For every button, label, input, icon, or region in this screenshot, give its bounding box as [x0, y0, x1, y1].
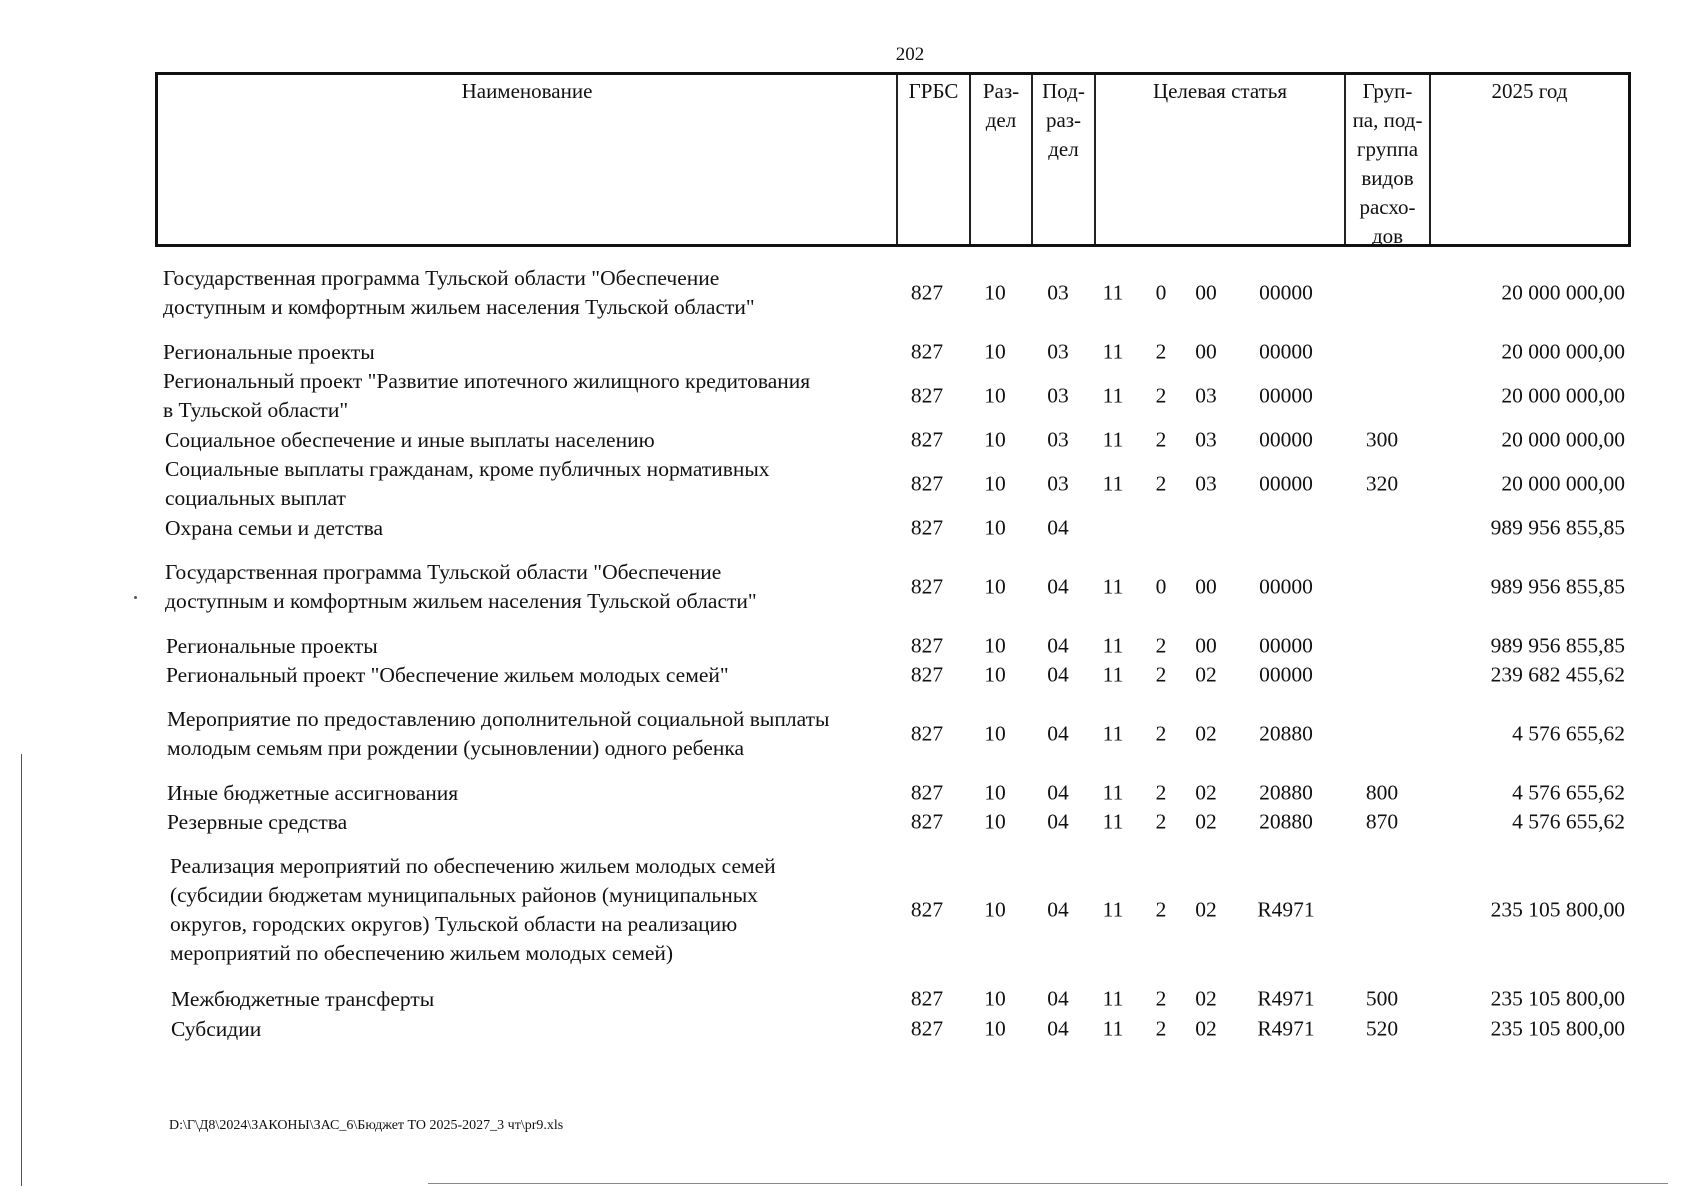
stray-mark [134, 596, 137, 599]
row-amount: 235 105 800,00 [1490, 897, 1625, 922]
row-t4: 00000 [1259, 383, 1313, 408]
row-rz: 10 [984, 662, 1006, 687]
page-number: 202 [895, 44, 925, 65]
row-t3: 02 [1195, 986, 1217, 1011]
row-t4: 00000 [1259, 471, 1313, 496]
row-prz: 04 [1047, 574, 1069, 599]
row-t3: 03 [1195, 471, 1217, 496]
row-vr: 520 [1365, 1016, 1399, 1041]
row-grbs: 827 [910, 662, 944, 687]
row-vr: 800 [1365, 780, 1399, 805]
row-t1: 11 [1102, 897, 1124, 922]
row-grbs: 827 [910, 986, 944, 1011]
row-amount: 989 956 855,85 [1490, 515, 1625, 540]
row-amount: 20 000 000,00 [1501, 383, 1625, 408]
row-rz: 10 [984, 280, 1006, 305]
row-vr: 870 [1365, 809, 1399, 834]
row-name: Охрана семьи и детства [165, 515, 384, 540]
row-prz: 03 [1047, 471, 1069, 496]
row-t1: 11 [1102, 633, 1124, 658]
row-t3: 02 [1195, 662, 1217, 687]
row-t4: R4971 [1257, 1016, 1315, 1041]
row-t1: 11 [1102, 809, 1124, 834]
row-rz: 10 [984, 809, 1006, 834]
header-year: 2025 год [1429, 75, 1628, 244]
row-rz: 10 [984, 1016, 1006, 1041]
row-t2: 2 [1155, 471, 1167, 496]
row-t2: 2 [1155, 633, 1167, 658]
row-vr: 320 [1365, 471, 1399, 496]
row-t1: 11 [1102, 427, 1124, 452]
row-grbs: 827 [910, 339, 944, 364]
row-t2: 2 [1155, 897, 1167, 922]
row-t2: 2 [1155, 721, 1167, 746]
row-rz: 10 [984, 427, 1006, 452]
row-rz: 10 [984, 574, 1006, 599]
row-prz: 03 [1047, 339, 1069, 364]
row-t2: 0 [1155, 280, 1167, 305]
row-amount: 989 956 855,85 [1490, 633, 1625, 658]
row-t3: 00 [1195, 280, 1217, 305]
row-amount: 4 576 655,62 [1512, 780, 1625, 805]
row-t2: 2 [1155, 1016, 1167, 1041]
row-name: Региональные проекты [163, 339, 375, 364]
row-prz: 04 [1047, 721, 1069, 746]
row-t4: 00000 [1259, 574, 1313, 599]
row-amount: 235 105 800,00 [1490, 986, 1625, 1011]
row-prz: 04 [1047, 809, 1069, 834]
row-rz: 10 [984, 515, 1006, 540]
row-name: Региональный проект "Обеспечение жильем молодых семей" [166, 662, 729, 687]
row-rz: 10 [984, 633, 1006, 658]
row-prz: 04 [1047, 1016, 1069, 1041]
row-t3: 00 [1195, 633, 1217, 658]
row-name: Региональные проекты [166, 633, 378, 658]
header-razdel: Раз- дел [969, 75, 1031, 244]
row-t1: 11 [1102, 780, 1124, 805]
row-t4: 00000 [1259, 633, 1313, 658]
row-vr: 500 [1365, 986, 1399, 1011]
row-t1: 11 [1102, 662, 1124, 687]
row-t4: 00000 [1259, 427, 1313, 452]
row-grbs: 827 [910, 780, 944, 805]
row-t4: 20880 [1259, 780, 1313, 805]
row-amount: 20 000 000,00 [1501, 280, 1625, 305]
row-grbs: 827 [910, 471, 944, 496]
row-t3: 00 [1195, 339, 1217, 364]
row-rz: 10 [984, 471, 1006, 496]
row-amount: 20 000 000,00 [1501, 471, 1625, 496]
row-amount: 239 682 455,62 [1490, 662, 1625, 687]
row-name: Реализация мероприятий по обеспечению жильем молодых семей (субсидии бюджетам муниципальных районов (муниципальных округов, городских округов) Тульской области на реализацию мероприятий по обеспечению жильем молодых семей) [170, 854, 776, 965]
row-prz: 04 [1047, 515, 1069, 540]
row-prz: 03 [1047, 383, 1069, 408]
row-t2: 2 [1155, 339, 1167, 364]
row-t4: 00000 [1259, 662, 1313, 687]
row-t4: R4971 [1257, 897, 1315, 922]
row-t2: 2 [1155, 780, 1167, 805]
row-amount: 4 576 655,62 [1512, 721, 1625, 746]
row-t4: R4971 [1257, 986, 1315, 1011]
row-rz: 10 [984, 986, 1006, 1011]
row-t3: 00 [1195, 574, 1217, 599]
row-grbs: 827 [910, 897, 944, 922]
row-t1: 11 [1102, 721, 1124, 746]
row-vr: 300 [1365, 427, 1399, 452]
row-name: Резервные средства [167, 809, 348, 834]
row-name: Социальное обеспечение и иные выплаты населению [165, 427, 655, 452]
row-name: Межбюджетные трансферты [171, 986, 435, 1011]
row-amount: 989 956 855,85 [1490, 574, 1625, 599]
row-t4: 20880 [1259, 809, 1313, 834]
row-rz: 10 [984, 897, 1006, 922]
bottom-rule [428, 1183, 1668, 1184]
row-t1: 11 [1102, 986, 1124, 1011]
row-t2: 2 [1155, 986, 1167, 1011]
row-rz: 10 [984, 721, 1006, 746]
row-name: Иные бюджетные ассигнования [167, 780, 459, 805]
row-name: Социальные выплаты гражданам, кроме публичных нормативных социальных выплат [165, 457, 770, 510]
row-grbs: 827 [910, 1016, 944, 1041]
header-grbs: ГРБС [896, 75, 969, 244]
row-amount: 20 000 000,00 [1501, 427, 1625, 452]
row-rz: 10 [984, 339, 1006, 364]
row-prz: 03 [1047, 427, 1069, 452]
row-amount: 235 105 800,00 [1490, 1016, 1625, 1041]
row-grbs: 827 [910, 515, 944, 540]
row-name: Государственная программа Тульской области "Обеспечение доступным и комфортным жильем населения Тульской области" [165, 560, 757, 613]
row-t1: 11 [1102, 1016, 1124, 1041]
row-t2: 2 [1155, 383, 1167, 408]
row-prz: 04 [1047, 662, 1069, 687]
row-grbs: 827 [910, 721, 944, 746]
row-prz: 04 [1047, 897, 1069, 922]
row-t2: 2 [1155, 662, 1167, 687]
row-prz: 04 [1047, 633, 1069, 658]
header-expense-group: Груп- па, под- группа видов расхо- дов [1344, 75, 1429, 244]
row-amount: 20 000 000,00 [1501, 339, 1625, 364]
file-path: D:\Г\Д8\2024\ЗАКОНЫ\ЗАС_6\Бюджет ТО 2025-2027_3 чт\pr9.xls [169, 1118, 564, 1133]
row-t3: 02 [1195, 780, 1217, 805]
row-t3: 03 [1195, 427, 1217, 452]
row-t2: 2 [1155, 427, 1167, 452]
row-grbs: 827 [910, 574, 944, 599]
row-t3: 02 [1195, 809, 1217, 834]
row-grbs: 827 [910, 427, 944, 452]
row-name: Государственная программа Тульской области "Обеспечение доступным и комфортным жильем населения Тульской области" [163, 266, 755, 319]
row-t4: 00000 [1259, 280, 1313, 305]
row-t3: 02 [1195, 1016, 1217, 1041]
row-t4: 00000 [1259, 339, 1313, 364]
row-prz: 04 [1047, 780, 1069, 805]
row-t3: 02 [1195, 721, 1217, 746]
row-t1: 11 [1102, 383, 1124, 408]
row-t2: 2 [1155, 809, 1167, 834]
row-grbs: 827 [910, 809, 944, 834]
row-name: Региональный проект "Развитие ипотечного жилищного кредитования в Тульской области" [163, 369, 811, 422]
row-t1: 11 [1102, 280, 1124, 305]
header-podrazdel: Под- раз- дел [1031, 75, 1094, 244]
row-rz: 10 [984, 780, 1006, 805]
row-prz: 04 [1047, 986, 1069, 1011]
row-grbs: 827 [910, 633, 944, 658]
row-name: Мероприятие по предоставлению дополнительной социальной выплаты молодым семьям при рождении (усыновлении) одного ребенка [167, 707, 830, 760]
row-t1: 11 [1102, 339, 1124, 364]
row-grbs: 827 [910, 280, 944, 305]
row-t4: 20880 [1259, 721, 1313, 746]
row-prz: 03 [1047, 280, 1069, 305]
row-t1: 11 [1102, 574, 1124, 599]
row-name: Субсидии [171, 1016, 262, 1041]
header-target-article: Целевая статья [1094, 75, 1344, 244]
table-header [155, 72, 1631, 247]
row-grbs: 827 [910, 383, 944, 408]
margin-line [21, 754, 22, 1186]
header-name: Наименование [461, 79, 593, 103]
row-t2: 0 [1155, 574, 1167, 599]
row-rz: 10 [984, 383, 1006, 408]
row-amount: 4 576 655,62 [1512, 809, 1625, 834]
row-t1: 11 [1102, 471, 1124, 496]
row-t3: 02 [1195, 897, 1217, 922]
row-t3: 03 [1195, 383, 1217, 408]
